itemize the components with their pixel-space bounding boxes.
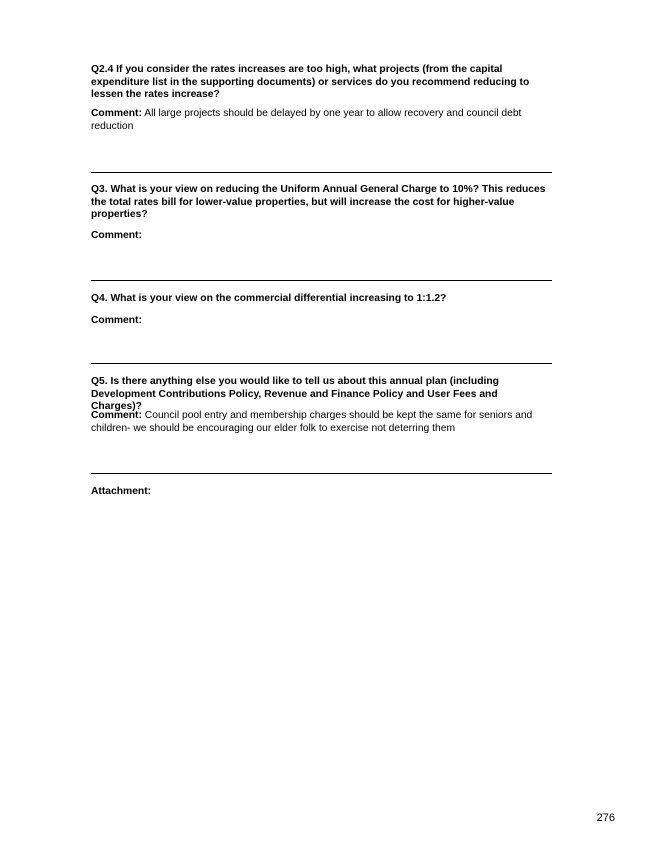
page-number: 276 — [596, 812, 615, 824]
comment-label: Comment: — [91, 410, 142, 421]
comment-label: Comment: — [91, 230, 142, 241]
separator-rule — [91, 280, 552, 281]
comment-text: Council pool entry and membership charges should be kept the same for seniors and children- we should be encouraging our elder folk to exercise not deterring them — [91, 410, 533, 434]
comment-q4 — [91, 315, 551, 328]
attachment-label: Attachment: — [91, 486, 152, 497]
separator-rule — [91, 172, 552, 173]
comment-q5 — [91, 410, 551, 435]
comment-q2-4 — [91, 108, 551, 133]
comment-q3 — [91, 230, 551, 243]
separator-rule — [91, 363, 552, 364]
comment-label: Comment: — [91, 315, 142, 326]
question-q3: Q3. What is your view on reducing the Uniform Annual General Charge to 10%? This reduces the total rates bill for lower-value properties, but will increase the cost for higher-value properties? — [91, 184, 546, 221]
separator-rule — [91, 473, 552, 474]
comment-text: All large projects should be delayed by one year to allow recovery and council debt reduction — [91, 108, 522, 132]
question-q2-4: Q2.4 If you consider the rates increases are too high, what projects (from the capital expenditure list in the supporting documents) or services do you recommend reducing to lessen the rates increase? — [91, 64, 530, 101]
question-q5: Q5. Is there anything else you would like to tell us about this annual plan (including Development Contributions Policy, Revenue and Finance Policy and User Fees and Charges)? — [91, 376, 499, 413]
question-q4: Q4. What is your view on the commercial differential increasing to 1:1.2? — [91, 293, 447, 304]
comment-label: Comment: — [91, 108, 142, 119]
